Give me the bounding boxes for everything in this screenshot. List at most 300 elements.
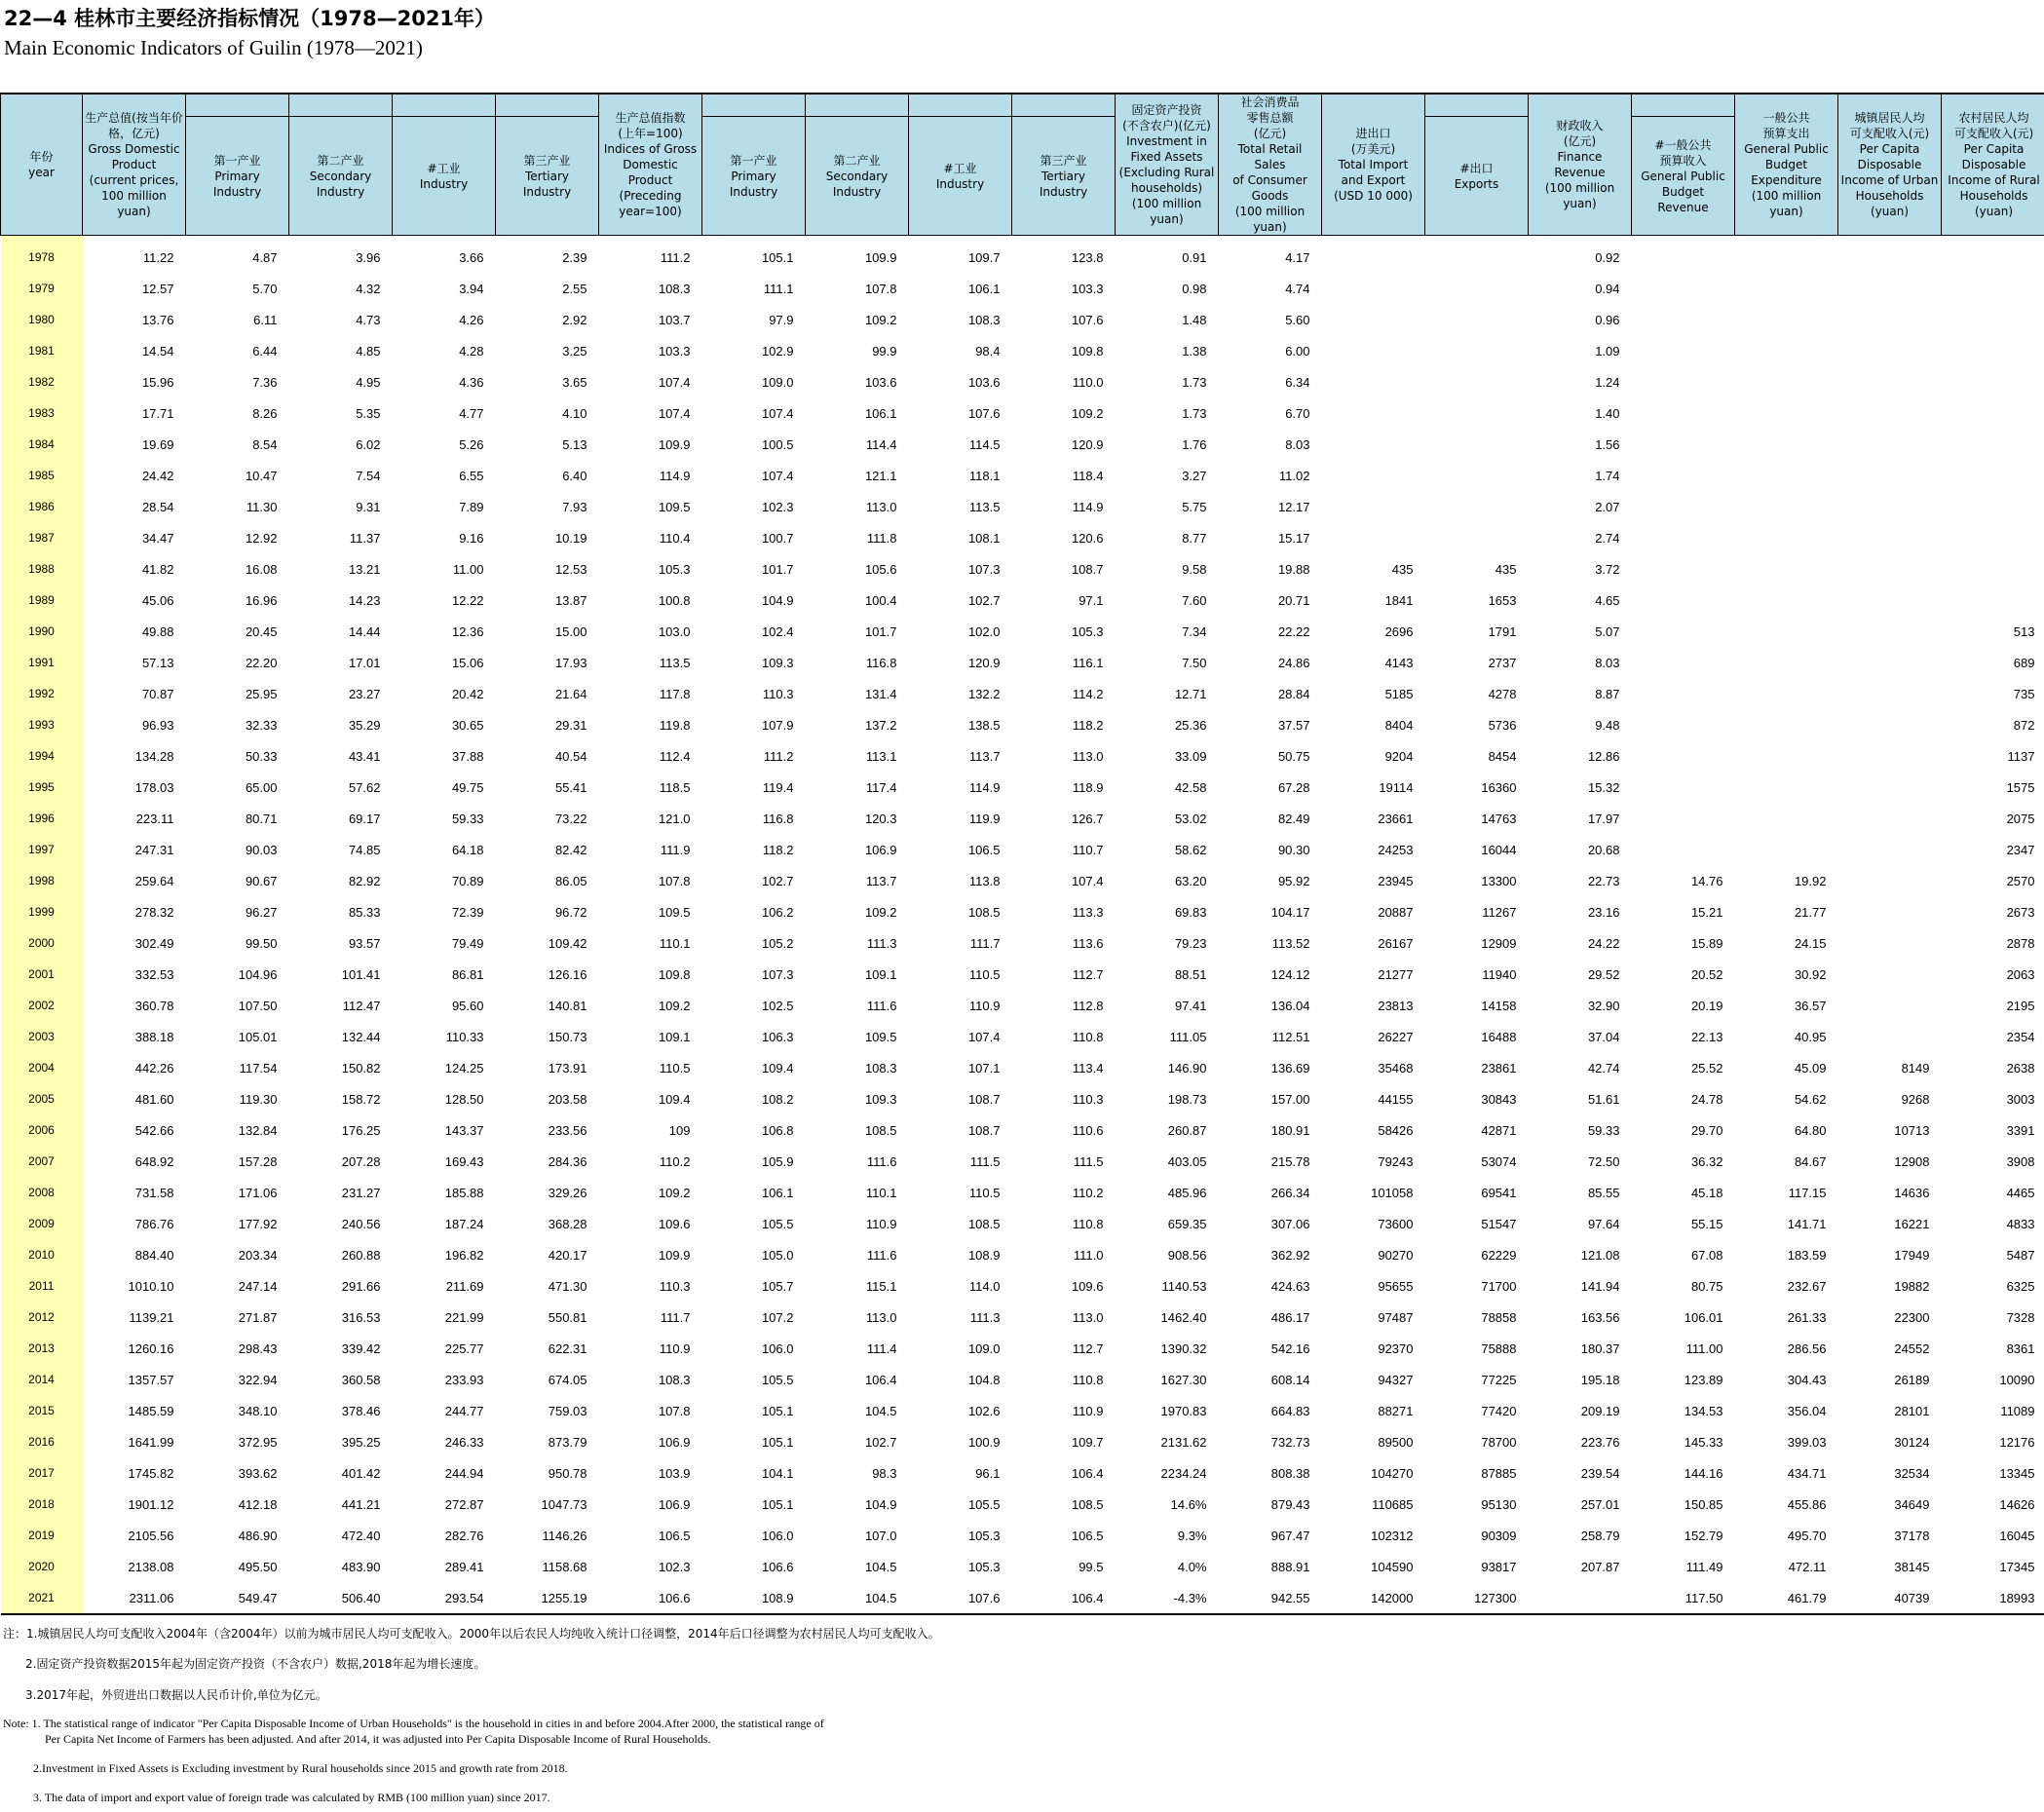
value-cell: 102.5 <box>761 998 794 1013</box>
value-cell: 37178 <box>1894 1528 1930 1543</box>
table-row <box>1 709 2044 740</box>
value-cell: 105.0 <box>761 1247 794 1263</box>
value-cell: 4.77 <box>459 405 484 421</box>
value-cell: 73600 <box>1378 1216 1414 1231</box>
value-cell: 58.62 <box>1174 842 1207 857</box>
value-cell: 3391 <box>2006 1122 2035 1138</box>
value-cell: 100.9 <box>967 1434 1001 1450</box>
value-cell: 1357.57 <box>128 1372 174 1387</box>
value-cell: 107.0 <box>864 1528 897 1543</box>
header-urban-income: 城镇居民人均 可支配收入(元) Per Capita Disposable Income of Urban Households (yuan) <box>1838 94 1942 236</box>
year-cell: 2014 <box>1 1364 83 1395</box>
value-cell: 731.58 <box>134 1185 174 1200</box>
value-cell: 115.1 <box>865 1278 897 1294</box>
value-cell: 1047.73 <box>541 1496 587 1512</box>
value-cell: 23661 <box>1378 811 1414 826</box>
title-chinese: 22—4 桂林市主要经济指标情况（1978—2021年） <box>4 7 496 30</box>
value-cell: 12176 <box>1999 1434 2035 1450</box>
value-cell: 8.77 <box>1182 530 1207 546</box>
value-cell: 435 <box>1495 561 1517 577</box>
value-cell: 90.30 <box>1277 842 1310 857</box>
value-cell: 240.56 <box>341 1216 381 1231</box>
value-cell: 137.2 <box>864 717 897 733</box>
value-cell <box>1838 772 1942 803</box>
value-cell: 7.60 <box>1182 592 1207 608</box>
table-row <box>1 959 2044 990</box>
value-cell: 332.53 <box>134 966 174 982</box>
value-cell: -4.3% <box>1173 1590 1207 1605</box>
value-cell <box>1632 491 1735 522</box>
value-cell: 11940 <box>1482 966 1517 982</box>
year-cell: 2002 <box>1 990 83 1021</box>
value-cell: 79.49 <box>451 935 484 951</box>
value-cell: 104.5 <box>864 1590 897 1605</box>
value-cell <box>1735 273 1838 304</box>
value-cell: 8.87 <box>1595 686 1620 701</box>
value-cell: 111.00 <box>1685 1340 1723 1356</box>
value-cell: 879.43 <box>1270 1496 1310 1512</box>
value-cell: 7.89 <box>459 499 484 514</box>
value-cell: 113.1 <box>865 748 897 764</box>
value-cell <box>1942 236 2044 274</box>
value-cell: 19114 <box>1379 779 1414 795</box>
value-cell: 86.81 <box>451 966 484 982</box>
value-cell: 15.17 <box>1277 530 1310 546</box>
header-import-export: 进出口 (万美元) Total Import and Export (USD 10 000) <box>1322 94 1425 236</box>
value-cell: 114.4 <box>865 436 897 452</box>
value-cell: 64.18 <box>451 842 484 857</box>
value-cell: 513 <box>2013 623 2035 639</box>
value-cell: 75888 <box>1481 1340 1517 1356</box>
year-cell: 1979 <box>1 273 83 304</box>
value-cell: 0.94 <box>1595 281 1620 296</box>
value-cell: 14.54 <box>141 343 174 359</box>
header-index-band <box>702 94 806 117</box>
value-cell: 104590 <box>1371 1559 1414 1574</box>
value-cell: 6.55 <box>459 468 484 483</box>
value-cell: 5185 <box>1384 686 1414 701</box>
value-cell: 884.40 <box>134 1247 174 1263</box>
value-cell: 17949 <box>1894 1247 1930 1263</box>
value-cell: 51.61 <box>1587 1091 1620 1107</box>
value-cell: 110.9 <box>659 1340 691 1356</box>
value-cell: 542.16 <box>1270 1340 1310 1356</box>
value-cell: 121.08 <box>1580 1247 1620 1263</box>
value-cell: 360.58 <box>341 1372 381 1387</box>
value-cell: 43.41 <box>348 748 381 764</box>
value-cell: 4.74 <box>1285 281 1310 296</box>
value-cell: 110.6 <box>1072 1122 1104 1138</box>
value-cell <box>1942 585 2044 616</box>
value-cell: 95.60 <box>451 998 484 1013</box>
year-cell: 2001 <box>1 959 83 990</box>
value-cell: 20.52 <box>1690 966 1723 982</box>
year-cell: 2005 <box>1 1083 83 1114</box>
value-cell: 183.59 <box>1787 1247 1827 1263</box>
value-cell: 1791 <box>1488 623 1517 639</box>
value-cell: 16045 <box>1999 1528 2035 1543</box>
value-cell <box>1322 335 1425 366</box>
value-cell: 109.1 <box>864 966 897 982</box>
value-cell: 90270 <box>1378 1247 1414 1263</box>
value-cell: 472.11 <box>1788 1559 1827 1574</box>
value-cell: 110.33 <box>445 1029 484 1044</box>
value-cell <box>1838 429 1942 460</box>
year-cell: 2013 <box>1 1333 83 1364</box>
table-row <box>1 1270 2044 1302</box>
value-cell: 110.9 <box>1072 1403 1104 1418</box>
value-cell: 19882 <box>1894 1278 1930 1294</box>
value-cell: 4.73 <box>356 312 381 327</box>
value-cell: 9.31 <box>356 499 381 514</box>
value-cell: 105.9 <box>761 1153 794 1169</box>
value-cell: 8404 <box>1384 717 1414 733</box>
value-cell: 105.3 <box>1071 623 1104 639</box>
value-cell: 50.75 <box>1277 748 1310 764</box>
value-cell: 124.12 <box>1270 966 1310 982</box>
value-cell: 107.4 <box>658 405 691 421</box>
value-cell: 42.74 <box>1587 1060 1620 1076</box>
value-cell: 106.4 <box>1071 1590 1104 1605</box>
table-row <box>1 834 2044 865</box>
value-cell: 15.32 <box>1587 779 1620 795</box>
value-cell: 102.7 <box>864 1434 897 1450</box>
value-cell: 1901.12 <box>128 1496 174 1512</box>
value-cell: 11.37 <box>349 530 381 546</box>
value-cell <box>1838 1021 1942 1052</box>
value-cell: 108.5 <box>864 1122 897 1138</box>
value-cell: 105.5 <box>967 1496 1001 1512</box>
value-cell: 117.54 <box>239 1060 278 1076</box>
value-cell: 22.22 <box>1277 623 1310 639</box>
value-cell: 82.92 <box>348 873 381 888</box>
value-cell: 2.74 <box>1595 530 1620 546</box>
value-cell: 278.32 <box>134 904 174 920</box>
value-cell: 481.60 <box>134 1091 174 1107</box>
value-cell: 64.80 <box>1794 1122 1827 1138</box>
value-cell: 116.8 <box>762 811 794 826</box>
value-cell: 14158 <box>1481 998 1517 1013</box>
value-cell: 372.95 <box>238 1434 278 1450</box>
value-cell: 888.91 <box>1270 1559 1310 1574</box>
value-cell <box>1735 491 1838 522</box>
value-cell <box>1838 460 1942 491</box>
value-cell: 99.50 <box>245 935 278 951</box>
value-cell <box>1838 335 1942 366</box>
year-cell: 1983 <box>1 397 83 429</box>
value-cell <box>1735 304 1838 335</box>
value-cell: 55.15 <box>1690 1216 1723 1231</box>
value-cell: 111.7 <box>969 935 1001 951</box>
value-cell: 7.54 <box>356 468 381 483</box>
value-cell: 6.44 <box>252 343 278 359</box>
value-cell: 23861 <box>1481 1060 1517 1076</box>
value-cell: 111.1 <box>763 281 794 296</box>
value-cell: 112.4 <box>659 748 691 764</box>
value-cell: 106.9 <box>658 1434 691 1450</box>
value-cell: 105.1 <box>761 249 794 265</box>
value-cell: 10090 <box>1999 1372 2035 1387</box>
value-cell: 13300 <box>1481 873 1517 888</box>
value-cell: 104270 <box>1371 1465 1414 1481</box>
value-cell: 207.87 <box>1580 1559 1620 1574</box>
value-cell: 356.04 <box>1787 1403 1827 1418</box>
value-cell: 136.04 <box>1270 998 1310 1013</box>
value-cell: 109 <box>668 1122 691 1138</box>
table-header <box>1 94 2044 236</box>
value-cell <box>1838 709 1942 740</box>
value-cell: 78700 <box>1481 1434 1517 1450</box>
value-cell: 360.78 <box>134 998 174 1013</box>
year-cell: 1999 <box>1 896 83 927</box>
value-cell: 86.05 <box>554 873 587 888</box>
year-cell: 1994 <box>1 740 83 772</box>
indicator-table <box>0 93 2044 1615</box>
table-row <box>1 647 2044 678</box>
value-cell: 302.49 <box>134 935 174 951</box>
value-cell: 486.90 <box>238 1528 278 1543</box>
value-cell: 96.93 <box>141 717 174 733</box>
title-block <box>4 4 495 62</box>
value-cell: 1653 <box>1488 592 1517 608</box>
value-cell: 141.94 <box>1580 1278 1620 1294</box>
value-cell: 19.88 <box>1277 561 1310 577</box>
value-cell: 109.6 <box>1071 1278 1104 1294</box>
value-cell: 104.9 <box>761 592 794 608</box>
value-cell <box>1838 678 1942 709</box>
value-cell: 45.06 <box>141 592 174 608</box>
value-cell: 786.76 <box>134 1216 174 1231</box>
value-cell <box>1838 834 1942 865</box>
value-cell: 434.71 <box>1787 1465 1827 1481</box>
value-cell: 1390.32 <box>1160 1340 1207 1356</box>
value-cell: 157.00 <box>1270 1091 1310 1107</box>
value-cell: 286.56 <box>1787 1340 1827 1356</box>
value-cell: 67.08 <box>1690 1247 1723 1263</box>
value-cell: 316.53 <box>341 1309 381 1325</box>
value-cell: 12.17 <box>1277 499 1310 514</box>
value-cell: 185.88 <box>444 1185 484 1200</box>
value-cell: 495.70 <box>1787 1528 1827 1543</box>
value-cell <box>1425 273 1529 304</box>
value-cell: 412.18 <box>238 1496 278 1512</box>
year-cell: 2006 <box>1 1114 83 1146</box>
table-row <box>1 1177 2044 1208</box>
value-cell: 20887 <box>1378 904 1414 920</box>
value-cell: 260.88 <box>341 1247 381 1263</box>
value-cell: 5.13 <box>562 436 587 452</box>
value-cell <box>1529 1582 1632 1614</box>
value-cell: 1.76 <box>1182 436 1207 452</box>
value-cell: 9204 <box>1384 748 1414 764</box>
value-cell: 120.6 <box>1071 530 1104 546</box>
value-cell: 110.0 <box>1072 374 1104 390</box>
value-cell: 106.1 <box>864 405 897 421</box>
value-cell: 17.01 <box>348 655 381 670</box>
value-cell: 35.29 <box>348 717 381 733</box>
value-cell: 12.22 <box>451 592 484 608</box>
header-gdp-band <box>393 94 496 117</box>
value-cell: 110685 <box>1372 1496 1414 1512</box>
value-cell: 4.87 <box>252 249 278 265</box>
value-cell: 261.33 <box>1787 1309 1827 1325</box>
value-cell: 2195 <box>2006 998 2035 1013</box>
value-cell: 1.40 <box>1595 405 1620 421</box>
header-index-tertiary: 第三产业 Tertiary Industry <box>1012 117 1116 236</box>
value-cell: 4.85 <box>356 343 381 359</box>
value-cell <box>1632 616 1735 647</box>
value-cell: 1260.16 <box>128 1340 174 1356</box>
value-cell: 2673 <box>2006 904 2035 920</box>
value-cell: 6325 <box>2006 1278 2035 1294</box>
value-cell: 483.90 <box>341 1559 381 1574</box>
value-cell: 100.8 <box>658 592 691 608</box>
value-cell <box>1632 678 1735 709</box>
value-cell: 4143 <box>1384 655 1414 670</box>
value-cell: 106.1 <box>967 281 1001 296</box>
value-cell: 157.28 <box>238 1153 278 1169</box>
value-cell: 85.55 <box>1587 1185 1620 1200</box>
value-cell <box>1942 304 2044 335</box>
value-cell: 110.7 <box>1072 842 1104 857</box>
value-cell: 70.87 <box>141 686 174 701</box>
value-cell: 177.92 <box>238 1216 278 1231</box>
value-cell <box>1632 366 1735 397</box>
value-cell: 16221 <box>1894 1216 1930 1231</box>
value-cell: 5.35 <box>356 405 381 421</box>
header-budget-expenditure: 一般公共 预算支出 General Public Budget Expenditure (100 million yuan) <box>1735 94 1838 236</box>
value-cell: 16044 <box>1481 842 1517 857</box>
value-cell <box>1425 522 1529 553</box>
year-cell: 2009 <box>1 1208 83 1239</box>
value-cell: 117.50 <box>1684 1590 1723 1605</box>
value-cell: 93.57 <box>348 935 381 951</box>
value-cell <box>1735 772 1838 803</box>
value-cell: 648.92 <box>134 1153 174 1169</box>
value-cell: 485.96 <box>1167 1185 1207 1200</box>
table-row <box>1 1582 2044 1614</box>
value-cell: 121.0 <box>658 811 691 826</box>
table-row <box>1 273 2044 304</box>
value-cell <box>1942 429 2044 460</box>
header-finance-band <box>1632 94 1735 117</box>
value-cell: 77225 <box>1481 1372 1517 1387</box>
year-cell: 1996 <box>1 803 83 834</box>
value-cell: 15.06 <box>451 655 484 670</box>
table-row <box>1 553 2044 585</box>
value-cell: 150.82 <box>341 1060 381 1076</box>
value-cell: 146.90 <box>1167 1060 1207 1076</box>
value-cell <box>1942 491 2044 522</box>
year-cell: 1984 <box>1 429 83 460</box>
value-cell <box>1735 709 1838 740</box>
value-cell: 14.6% <box>1170 1496 1207 1512</box>
value-cell <box>1425 491 1529 522</box>
value-cell: 21277 <box>1378 966 1414 982</box>
value-cell: 14.76 <box>1690 873 1723 888</box>
value-cell: 92370 <box>1378 1340 1414 1356</box>
value-cell: 163.56 <box>1580 1309 1620 1325</box>
value-cell: 98.4 <box>975 343 1001 359</box>
value-cell: 55.41 <box>554 779 587 795</box>
value-cell: 950.78 <box>548 1465 587 1481</box>
value-cell: 6.11 <box>253 312 278 327</box>
value-cell <box>1425 236 1529 274</box>
value-cell: 109.3 <box>864 1091 897 1107</box>
value-cell <box>1942 397 2044 429</box>
value-cell: 109.5 <box>658 904 691 920</box>
value-cell: 37.04 <box>1587 1029 1620 1044</box>
value-cell: 33.09 <box>1174 748 1207 764</box>
year-cell: 2000 <box>1 927 83 959</box>
table-row <box>1 1426 2044 1457</box>
value-cell: 107.6 <box>967 1590 1001 1605</box>
value-cell <box>1838 236 1942 274</box>
note-zh-3: 3.2017年起，外贸进出口数据以人民币计价,单位为亿元。 <box>25 1688 327 1702</box>
value-cell <box>1632 273 1735 304</box>
value-cell: 105.5 <box>761 1372 794 1387</box>
value-cell: 2354 <box>2006 1029 2035 1044</box>
value-cell: 109.5 <box>864 1029 897 1044</box>
value-cell: 144.16 <box>1684 1465 1723 1481</box>
value-cell: 107.2 <box>761 1309 794 1325</box>
table-row <box>1 740 2044 772</box>
value-cell: 59.33 <box>451 811 484 826</box>
value-cell: 11267 <box>1482 904 1517 920</box>
value-cell <box>1632 429 1735 460</box>
value-cell: 113.4 <box>1072 1060 1104 1076</box>
value-cell: 435 <box>1391 561 1414 577</box>
value-cell: 20.71 <box>1277 592 1310 608</box>
value-cell: 109.42 <box>548 935 587 951</box>
year-cell: 1989 <box>1 585 83 616</box>
value-cell <box>1942 335 2044 366</box>
header-year: 年份 year <box>1 94 83 236</box>
value-cell: 69.17 <box>348 811 381 826</box>
header-index-industry: #工业 Industry <box>909 117 1012 236</box>
value-cell: 101.7 <box>761 561 794 577</box>
value-cell: 329.26 <box>548 1185 587 1200</box>
value-cell: 80.71 <box>245 811 278 826</box>
value-cell: 10713 <box>1894 1122 1930 1138</box>
value-cell: 13.87 <box>554 592 587 608</box>
value-cell: 257.01 <box>1580 1496 1620 1512</box>
value-cell: 102.9 <box>761 343 794 359</box>
table-row <box>1 366 2044 397</box>
value-cell <box>1838 616 1942 647</box>
value-cell: 110.1 <box>865 1185 897 1200</box>
value-cell: 114.2 <box>1072 686 1104 701</box>
value-cell: 20.42 <box>451 686 484 701</box>
value-cell: 195.18 <box>1580 1372 1620 1387</box>
value-cell <box>1735 740 1838 772</box>
value-cell: 209.19 <box>1580 1403 1620 1418</box>
value-cell: 1575 <box>2006 779 2035 795</box>
value-cell: 239.54 <box>1580 1465 1620 1481</box>
value-cell: 111.6 <box>866 998 897 1013</box>
value-cell: 4833 <box>2006 1216 2035 1231</box>
value-cell: 88271 <box>1378 1403 1414 1418</box>
value-cell: 107.4 <box>1071 873 1104 888</box>
value-cell <box>1942 553 2044 585</box>
value-cell: 8.26 <box>252 405 278 421</box>
value-cell: 102.3 <box>658 1559 691 1574</box>
value-cell: 9.48 <box>1595 717 1620 733</box>
value-cell: 109.2 <box>1071 405 1104 421</box>
value-cell: 106.5 <box>967 842 1001 857</box>
value-cell <box>1632 803 1735 834</box>
value-cell: 42.58 <box>1174 779 1207 795</box>
